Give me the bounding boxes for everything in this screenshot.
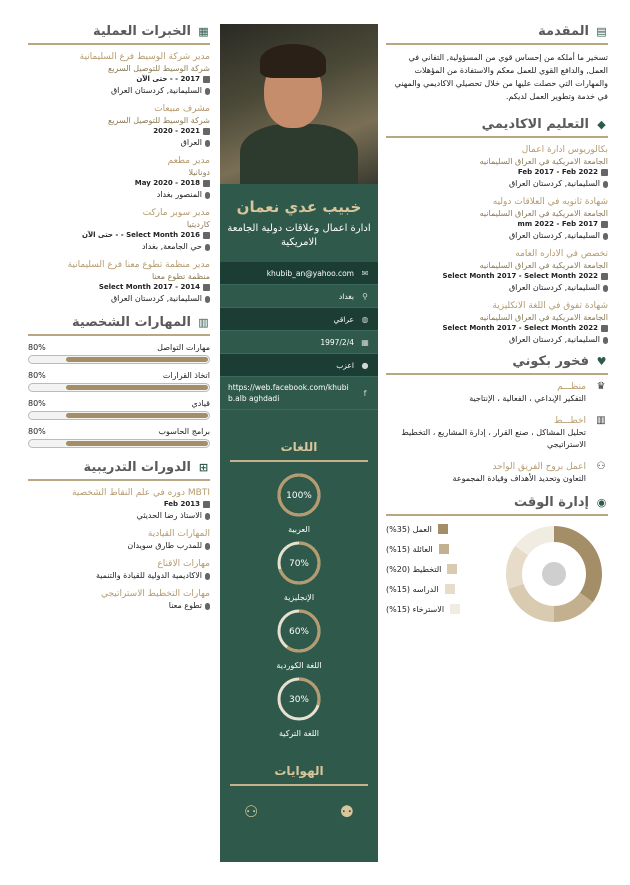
map-pin-icon (205, 573, 210, 580)
building-icon: ▦ (198, 25, 209, 38)
list-item: ♛ منظـــم التفكير الإبداعي ، الفعالية ، الإنتاجية (386, 381, 608, 405)
skill-bar-fill (66, 441, 208, 446)
map-pin-icon (205, 244, 210, 251)
list-item: ⚇ اعمل بروح الفريق الواحد التعاون وتحديد الأهداف وقيادة المجموعة (386, 461, 608, 485)
skill-bar (28, 355, 210, 364)
calendar-icon (601, 273, 608, 280)
team-icon: ⚇ (596, 461, 606, 472)
donut-slice-0 (554, 526, 602, 602)
calendar-icon (203, 76, 210, 83)
list-item: برامج الحاسوب 80% (28, 426, 210, 448)
graduation-cap-icon: ◆ (597, 118, 606, 131)
list-item: مدير سوبر ماركت كارديتيا Select Month 2016 - - حتى الآن حي الجامعة, بغداد (81, 208, 210, 251)
list-item: ▥ اخطـــط تحليل المشاكل ، صنع القرار ، إدارة المشاريع ، التخطيط الاستراتيجي (386, 415, 608, 451)
map-pin-icon (205, 140, 210, 147)
list-item: مدير مطعم دونانيلا May 2020 - 2018 المنصور بغداد (134, 156, 210, 199)
skill-bar-fill (66, 357, 208, 362)
list-item: 70% الإنجليزية (220, 540, 378, 602)
map-pin-icon (205, 296, 210, 303)
calendar-icon (601, 325, 608, 332)
legend-item: العائلة (15%) (386, 544, 496, 554)
globe-icon: ◍ (361, 314, 369, 324)
right-column (386, 24, 608, 626)
calendar-icon (203, 232, 210, 239)
list-item: شهادة تفوق في اللغة الانكليزية الجامعة الامريكية في العراق السليمانيه Select Month 2017 - Select Month 2022 السليمانية, كردستان العراق (442, 301, 608, 344)
people-icon: ⚉ (339, 802, 354, 821)
list-item: MBTI دوره في علم النقاط الشخصية Feb 2013 الاستاذ رضا الحديثي (72, 488, 210, 520)
legend-swatch (450, 604, 460, 614)
profile-photo (220, 24, 378, 184)
map-pin-icon (603, 337, 608, 344)
skill-bar (28, 383, 210, 392)
calendar-icon (203, 284, 210, 291)
person-icon: ● (361, 360, 369, 370)
profile-role: ادارة اعمال وعلاقات دولية الجامعة الامريكية (227, 223, 371, 248)
list-item: مهارات الاقناع الاكاديمية الدولية للقيادة والتنمية (95, 559, 210, 580)
skills-title: ▥ المهارات الشخصية (28, 315, 210, 336)
chart-icon: ▥ (198, 316, 209, 329)
time-legend (386, 524, 496, 624)
intro-title: ▤ المقدمة (386, 24, 608, 45)
map-pin-icon (205, 192, 210, 199)
proud-title: ♥ فخور بكوني (386, 354, 608, 375)
map-pin-icon (205, 513, 210, 520)
proud-list (386, 381, 608, 485)
languages-title: اللغات (230, 430, 368, 462)
calendar-icon (203, 501, 210, 508)
language-ring (276, 540, 322, 586)
skills-list (28, 342, 210, 448)
heart-icon: ♥ (596, 355, 607, 368)
list-item: تخصص في الاداره العامه الجامعة الامريكية في العراق السليمانيه Select Month 2017 - Select Month 2022 السليمانية, كردستان العراق (442, 249, 608, 292)
trophy-icon: ♛ (596, 381, 606, 392)
list-item: اتخاذ القرارات 80% (28, 370, 210, 392)
list-item: مدير شركة الوسيط فرع السليمانية شركة الوسيط للتوصيل السريع 2017 - - حتى الآن السليمانية, كردستان العراق (79, 52, 210, 95)
experience-title: ▦ الخبرات العملية (28, 24, 210, 45)
legend-item: الدراسه (15%) (386, 584, 496, 594)
profile-name: خبيب عدي نعمان (236, 198, 362, 216)
left-column (28, 24, 210, 618)
legend-swatch (445, 584, 455, 594)
calendar-icon (601, 221, 608, 228)
map-pin-icon (205, 88, 210, 95)
skill-bar-fill (66, 385, 208, 390)
list-item: 30% اللغة التركية (220, 676, 378, 738)
contact-nationality: ◍ عراقي (220, 308, 378, 331)
time-chart (386, 522, 608, 626)
legend-item: الاسترخاء (15%) (386, 604, 496, 614)
map-pin-icon: ⚲ (362, 291, 368, 301)
books-icon: ▥ (596, 415, 606, 426)
time-title: ◉ إدارة الوقت (386, 495, 608, 516)
courses-list (28, 487, 210, 612)
donut-slice-2 (508, 584, 554, 622)
time-donut (502, 522, 606, 626)
contact-list (220, 262, 378, 410)
svg-text:60%: 60% (288, 627, 310, 637)
language-ring (276, 472, 322, 518)
list-item: شهادة ثانويه في العلاقات دوليه الجامعة الامريكية في العراق السليمانيه mm 2022 - Feb 2017 السليمانية, كردستان العراق (479, 197, 608, 240)
family-icon: ⚇ (244, 802, 259, 821)
language-ring (276, 608, 322, 654)
hobbies-icons (220, 796, 378, 827)
list-item: مشرف مبيعات شركة الوسيط للتوصيل السريع 2021 - 2020 العراق (108, 104, 210, 147)
list-item: 100% العربية (220, 472, 378, 534)
map-pin-icon (205, 543, 210, 550)
map-pin-icon (603, 181, 608, 188)
skill-bar-fill (66, 413, 208, 418)
map-pin-icon (205, 603, 210, 610)
legend-swatch (439, 544, 449, 554)
brain-icon (542, 562, 566, 586)
legend-item: العمل (35%) (386, 524, 496, 534)
profile-column (220, 24, 378, 862)
education-list (386, 144, 608, 346)
courses-title: ⊞ الدورات التدريبية (28, 460, 210, 481)
list-item: مدير منظمة تطوع معنا فرع السليمانية منظمة تطوع معنا Select Month 2017 - 2014 السليمانية, كردستان العراق (67, 260, 210, 303)
experience-list (28, 51, 210, 305)
calendar-icon: ▦ (361, 337, 369, 347)
list-item: قيادي 80% (28, 398, 210, 420)
contact-facebook[interactable]: https://web.facebook.com/khubib.alb aghdadi f (220, 377, 378, 410)
contact-email[interactable]: ✉ khubib_an@yahoo.com (220, 262, 378, 285)
svg-text:100%: 100% (286, 491, 312, 501)
svg-text:70%: 70% (288, 559, 310, 569)
contact-city: ⚲ بغداد (220, 285, 378, 308)
list-item: 60% اللغة الكوردية (220, 608, 378, 670)
legend-swatch (438, 524, 448, 534)
list-item: المهارات القيادية للمدرب طارق سويدان (127, 529, 210, 550)
calendar-icon (203, 180, 210, 187)
intro-text: تسخير ما أملكه من إحساس قوي من المسؤولية, التفاني في العمل, والدافع القوي للعمل معكم والاستفادة من المؤهلات والمهارات التي حصلت عليها من خلال تحصيلي الاكاديمي والمهني في خدمة وتطوير العمل لديكم. (394, 53, 608, 101)
list-item: بكالوريوس ادارة اعمال الجامعة الامريكية في العراق السليمانيه Feb 2017 - Feb 2022 السليمانية, كردستان العراق (479, 145, 608, 188)
windows-icon: ⊞ (198, 461, 209, 474)
brain-icon: ◉ (596, 496, 607, 509)
contact-status: ● اعزب (220, 354, 378, 377)
calendar-icon (601, 169, 608, 176)
language-ring (276, 676, 322, 722)
calendar-icon (203, 128, 210, 135)
contact-birthdate: ▦ 1997/2/4 (220, 331, 378, 354)
map-pin-icon (603, 233, 608, 240)
mail-icon: ✉ (361, 268, 369, 278)
languages-list (220, 472, 378, 738)
skill-bar (28, 439, 210, 448)
legend-swatch (447, 564, 457, 574)
svg-text:30%: 30% (288, 695, 310, 705)
list-item: مهارات التخطيط الاستراتيجي تطوع معنا (100, 589, 210, 610)
list-item: مهارات التواصل 80% (28, 342, 210, 364)
map-pin-icon (603, 285, 608, 292)
education-title: ◆ التعليم الاكاديمي (386, 117, 608, 138)
hobbies-title: الهوايات (230, 754, 368, 786)
document-icon: ▤ (596, 25, 607, 38)
facebook-icon: f (363, 388, 367, 398)
legend-item: التخطيط (20%) (386, 564, 496, 574)
skill-bar (28, 411, 210, 420)
